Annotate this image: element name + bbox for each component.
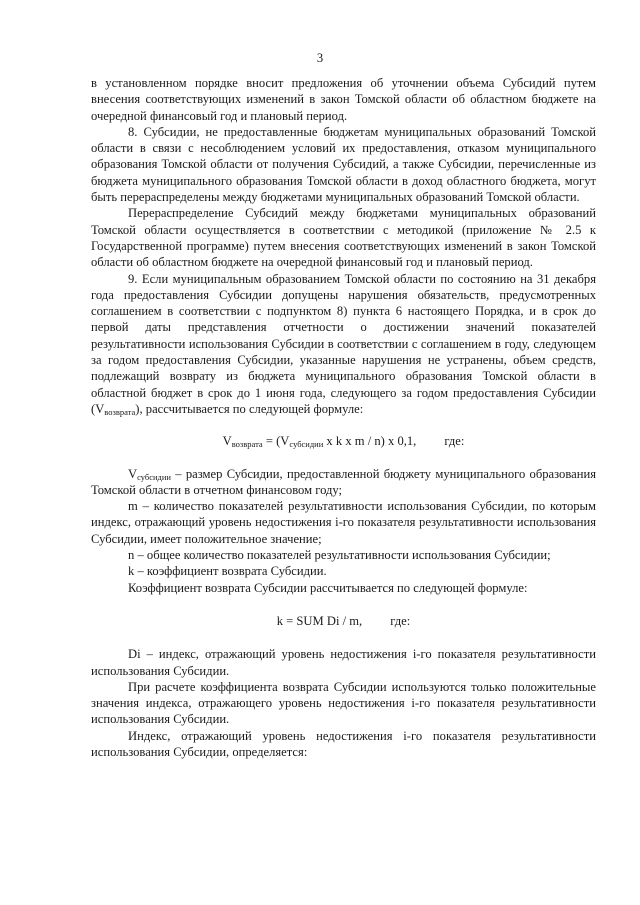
definition-m: m – количество показателей результативности использования Субсидии, по которым индекс, отражающий уровень недостижения i-го показателя результативности использования Субсидии, имеет положительное значение; (91, 499, 596, 546)
definition-n: n – общее количество показателей результативности использования Субсидии; (128, 548, 551, 563)
formula-return-volume (91, 433, 596, 449)
formula-1-mid: = (V (262, 434, 290, 449)
def-v-text: – размер Субсидии, предоставленной бюджету муниципального образования Томской области в отчетном финансовом году; (91, 466, 596, 497)
formula-1-sub-subsidy: субсидии (289, 439, 324, 450)
item-9-subscript: возврата (104, 406, 136, 417)
paragraph-index-defined: Индекс, отражающий уровень недостижения i-го показателя результативности использования Субсидии, определяется: (91, 728, 596, 759)
def-v-sub: субсидии (137, 471, 171, 482)
definition-v-subsidy (91, 466, 596, 499)
formula-coefficient (91, 613, 596, 629)
page-number: 3 (316, 51, 324, 65)
item-9-text: 9. Если муниципальным образованием Томской области по состоянию на 31 декабря года предоставления Субсидии допущены нарушения обязательств, предусмотренных соглашением в соответствии с подпунктом 8) пункта 6 настоящего Порядка, и в срок до первой даты представления отчетности о достижении значений показателей результативности использования Субсидии в соответствии с соглашением в году, следующем за годом предоставления Субсидии, указанные нарушения не устранены, объем средств, подлежащий возврату из бюджета муниципального образования Томской области в областной бюджет в срок до 1 июня года, следующего за годом предоставления Субсидии (V (91, 271, 596, 416)
formula-1-v: V (222, 434, 232, 449)
definition-di: Di – индекс, отражающий уровень недостижения i-го показателя результативности использования Субсидии. (91, 647, 596, 678)
paragraph-item-8: 8. Субсидии, не предоставленные бюджетам муниципальных образований Томской области в связи с несоблюдением условий их предоставления, отказом муниципального образования Томской области от получения Субсидий, а также Субсидии, перечисленные из бюджета муниципального образования Томской области в доход областного бюджета, могут быть перераспределены между бюджетами муниципальных образований Томской области. (91, 124, 596, 205)
def-v: V (128, 466, 138, 481)
item-9-tail: ), рассчитывается по следующей формуле: (135, 401, 364, 416)
formula-1-where: где: (444, 434, 465, 449)
paragraph-positive-values: При расчете коэффициента возврата Субсидии используются только положительные значения индекса, отражающего уровень недостижения i-го показателя результативности использования Субсидии. (91, 679, 596, 727)
formula-1-sub-return: возврата (231, 439, 263, 450)
formula-1-rest: x k x m / n) x 0,1, (323, 434, 417, 449)
paragraph-redistribution: Перераспределение Субсидий между бюджетами муниципальных образований Томской области осуществляется в соответствии с методикой (приложение № 2.5 к Государственной программе) путем внесения соответствующих изменений в закон Томской области об областном бюджете на очередной финансовый год и плановый период. (91, 206, 596, 270)
formula-2: k = SUM Di / m, (276, 613, 363, 628)
paragraph-coefficient: Коэффициент возврата Субсидии рассчитывается по следующей формуле: (128, 580, 528, 595)
document-body (91, 75, 596, 760)
formula-2-where: где: (390, 613, 411, 628)
paragraph-item-9 (91, 271, 596, 418)
paragraph-continuation: в установленном порядке вносит предложения об уточнении объема Субсидий путем внесения соответствующих изменений в закон Томской области об областном бюджете на очередной финансовый год и плановый период. (91, 76, 596, 123)
definition-k: k – коэффициент возврата Субсидии. (128, 564, 327, 579)
